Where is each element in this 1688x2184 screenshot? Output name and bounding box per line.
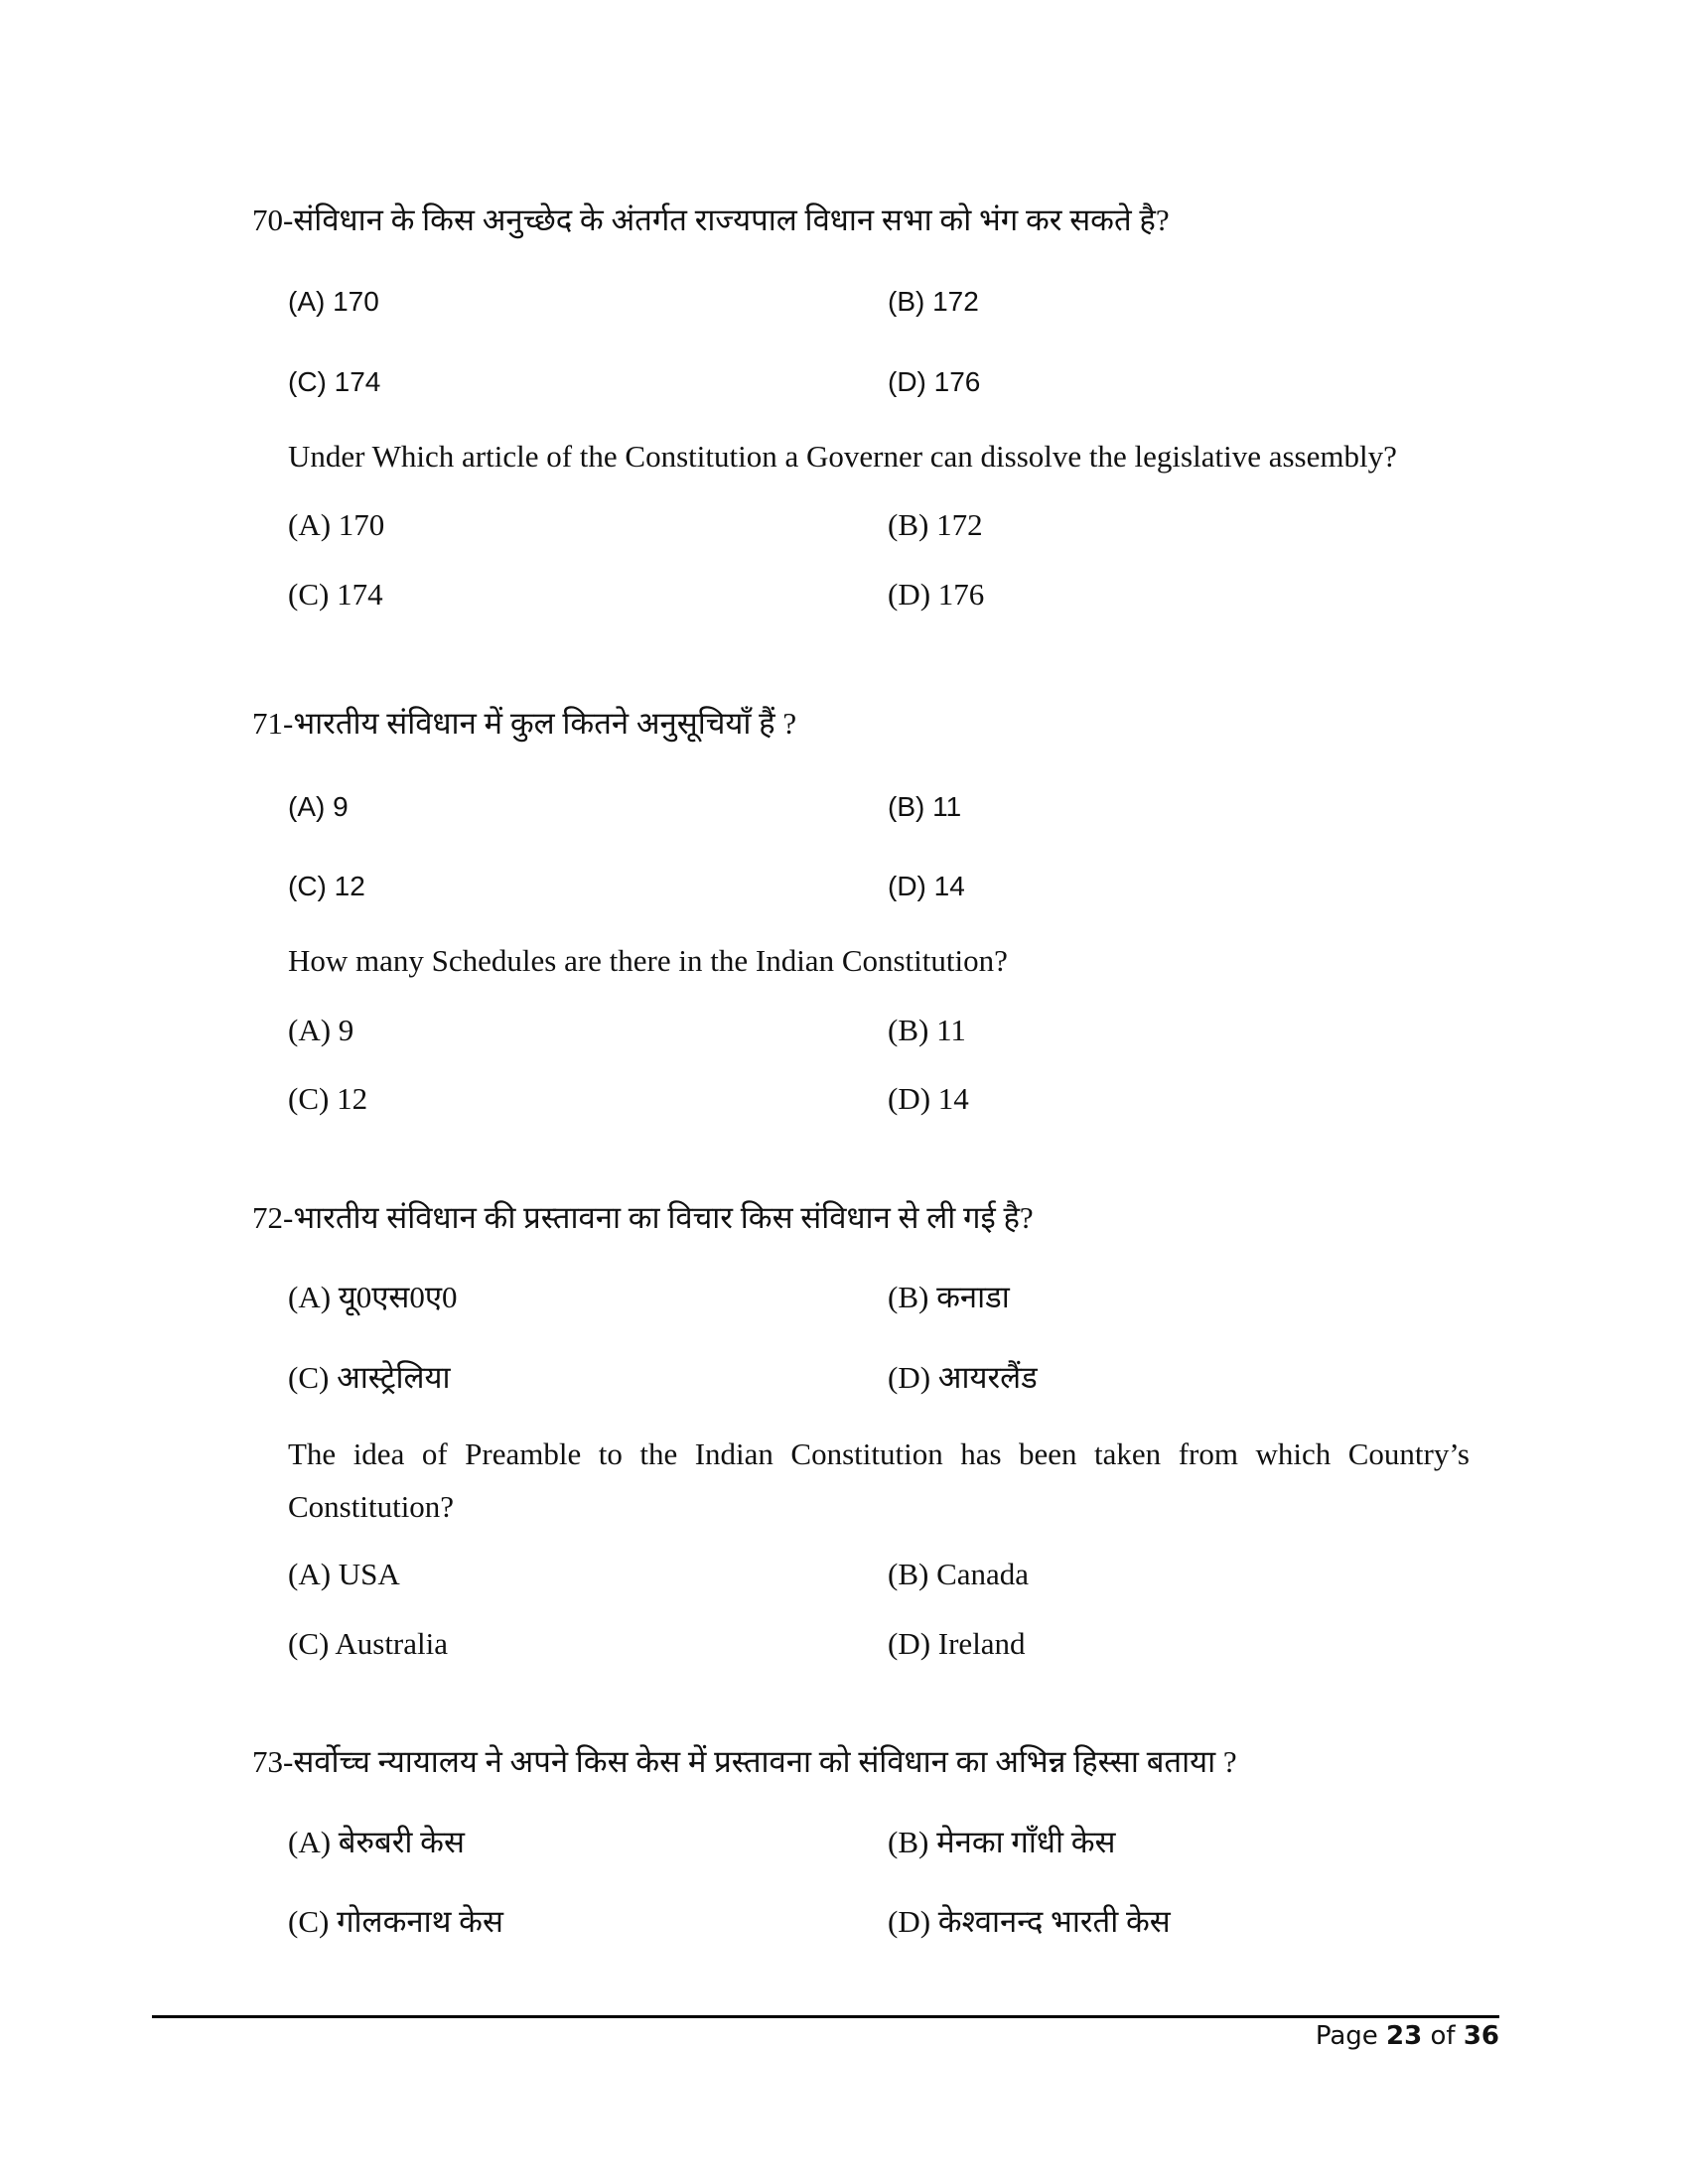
question-72-hindi (252, 1198, 1034, 1238)
total-pages: 36 (1463, 2021, 1499, 2051)
current-page: 23 (1386, 2021, 1423, 2051)
page-number (1316, 2019, 1499, 2053)
question-text-hindi: भारतीय संविधान की प्रस्तावना का विचार किस संविधान से ली गई है? (293, 1200, 1034, 1235)
q70-english-option-c: (C) 174 (288, 577, 383, 612)
page-label: Page (1315, 2021, 1378, 2051)
question-71-hindi (252, 704, 796, 744)
q71-hindi-option-b: (B) 11 (888, 791, 962, 822)
q70-english-option-a: (A) 170 (288, 507, 385, 542)
q72-hindi-option-d: (D) आयरलैंड (888, 1360, 1038, 1395)
q73-hindi-option-b: (B) मेनका गाँधी केस (888, 1825, 1116, 1859)
question-70-english: Under Which article of the Constitution a Governer can dissolve the legislative assembly? (288, 439, 1397, 474)
question-70-hindi (252, 201, 1170, 240)
q72-english-option-b: (B) Canada (888, 1557, 1030, 1591)
question-text-hindi: भारतीय संविधान में कुल कितने अनुसूचियाँ हैं ? (293, 706, 797, 741)
question-number: 70- (252, 203, 294, 237)
question-text-hindi: सर्वोच्च न्यायालय ने अपने किस केस में प्रस्तावना को संविधान का अभिन्न हिस्सा बताया ? (293, 1744, 1237, 1779)
q70-english-option-d: (D) 176 (888, 577, 985, 612)
question-number: 73- (252, 1744, 294, 1779)
q72-hindi-option-b: (B) कनाडा (888, 1280, 1010, 1314)
question-73-hindi (252, 1742, 1237, 1782)
q72-english-option-c: (C) Australia (288, 1626, 448, 1661)
footer-divider (152, 2015, 1499, 2018)
q70-hindi-option-d: (D) 176 (888, 366, 981, 397)
q72-hindi-option-c: (C) आस्ट्रेलिया (288, 1360, 451, 1395)
q71-hindi-option-d: (D) 14 (888, 871, 965, 901)
question-72-english-line2: Constitution? (288, 1489, 455, 1524)
q70-hindi-option-b: (B) 172 (888, 286, 979, 317)
q70-hindi-option-a: (A) 170 (288, 286, 379, 317)
q71-hindi-option-c: (C) 12 (288, 871, 365, 901)
q73-hindi-option-a: (A) बेरुबरी केस (288, 1825, 465, 1859)
question-text-hindi: संविधान के किस अनुच्छेद के अंतर्गत राज्यपाल विधान सभा को भंग कर सकते है? (293, 203, 1170, 237)
q71-english-option-c: (C) 12 (288, 1081, 368, 1116)
question-72-english-line1: The idea of Preamble to the Indian Constitution has been taken from which Country’s (288, 1436, 1470, 1471)
question-number: 72- (252, 1200, 294, 1235)
of-label: of (1430, 2021, 1456, 2051)
q71-english-option-b: (B) 11 (888, 1013, 966, 1047)
q71-english-option-a: (A) 9 (288, 1013, 354, 1047)
q73-hindi-option-d: (D) केश्वानन्द भारती केस (888, 1904, 1171, 1939)
q72-hindi-option-a: (A) यू0एस0ए0 (288, 1280, 458, 1314)
q71-hindi-option-a: (A) 9 (288, 791, 349, 822)
question-number: 71- (252, 706, 294, 741)
q70-english-option-b: (B) 172 (888, 507, 983, 542)
q73-hindi-option-c: (C) गोलकनाथ केस (288, 1904, 503, 1939)
q71-english-option-d: (D) 14 (888, 1081, 969, 1116)
q70-hindi-option-c: (C) 174 (288, 366, 381, 397)
question-71-english: How many Schedules are there in the Indian Constitution? (288, 943, 1008, 978)
q72-english-option-d: (D) Ireland (888, 1626, 1026, 1661)
q72-english-option-a: (A) USA (288, 1557, 400, 1591)
